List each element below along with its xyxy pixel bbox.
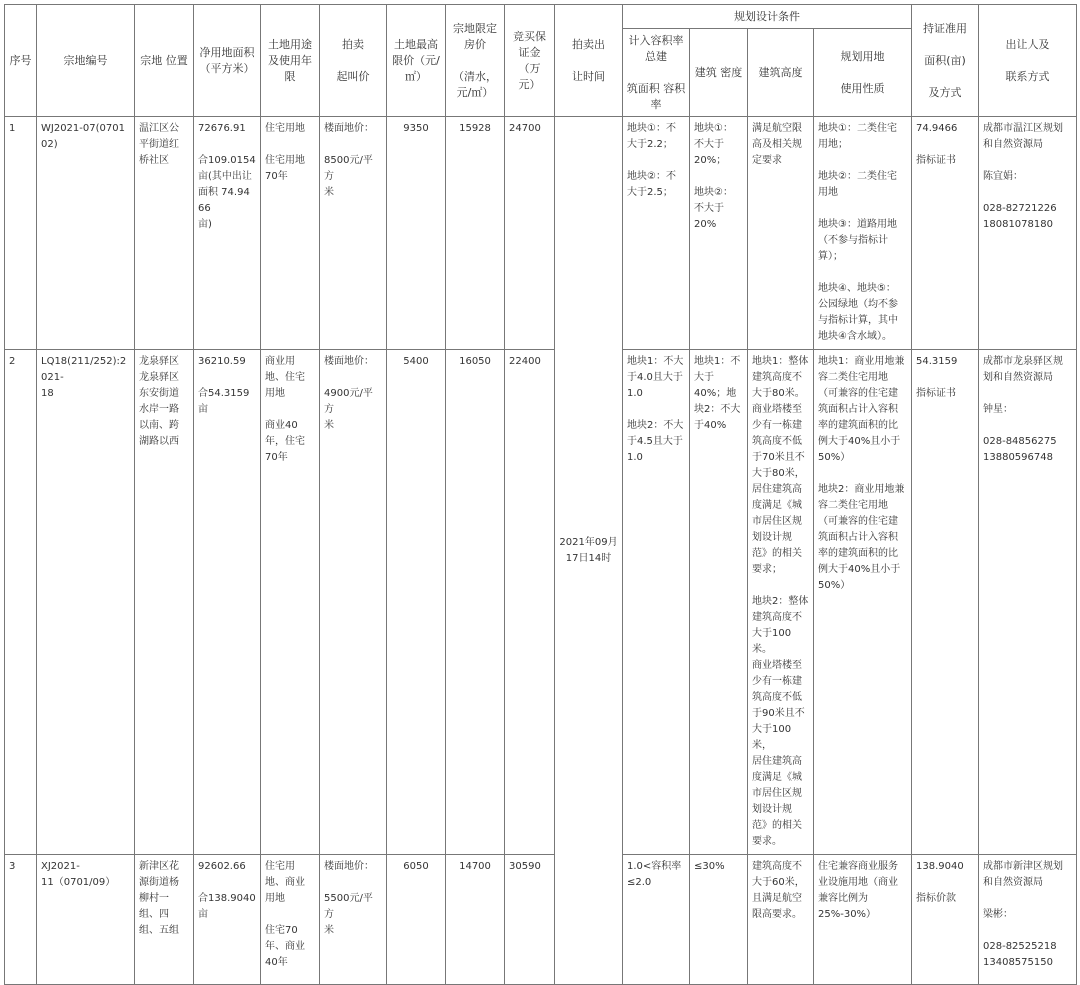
cell-seq: 3 — [5, 855, 37, 985]
cell-cert: 138.9040 指标价款 — [912, 855, 979, 985]
land-auction-table — [4, 4, 1077, 985]
cell-parcel-id: LQ18(211/252):2021- 18 — [37, 350, 135, 855]
cell-seller: 成都市龙泉驿区规 划和自然资源局 钟星： 028-84856275 13880596748 — [979, 350, 1077, 855]
cell-seq: 1 — [5, 117, 37, 350]
cell-density: ≤30% — [690, 855, 748, 985]
cell-far: 1.0<容积率 ≤2.0 — [623, 855, 690, 985]
cell-land-nature: 住宅兼容商业服务 业设施用地（商业 兼容比例为 25%-30%） — [814, 855, 912, 985]
header-house-price: 宗地限定 房价 （清水， 元/㎡） — [446, 5, 505, 117]
cell-auction-time: 2021年09月 17日14时 — [555, 117, 623, 985]
cell-use: 商业用 地、住宅 用地 商业40 年，住宅 70年 — [261, 350, 320, 855]
header-height: 建筑高度 — [748, 29, 814, 117]
cell-start-price: 楼面地价： 4900元/平方 米 — [320, 350, 387, 855]
header-land-nature: 规划用地 使用性质 — [814, 29, 912, 117]
cell-area: 36210.59 合54.3159亩 — [194, 350, 261, 855]
cell-deposit: 30590 — [505, 855, 555, 985]
cell-deposit: 24700 — [505, 117, 555, 350]
cell-start-price: 楼面地价： 8500元/平方 米 — [320, 117, 387, 350]
cell-seller: 成都市新津区规划 和自然资源局 梁彬： 028-82525218 13408575150 — [979, 855, 1077, 985]
header-row-1 — [5, 5, 1077, 29]
cell-height: 建筑高度不 大于60米， 且满足航空 限高要求。 — [748, 855, 814, 985]
cell-max-price: 6050 — [387, 855, 446, 985]
cell-area: 92602.66 合138.9040 亩 — [194, 855, 261, 985]
cell-house-price: 16050 — [446, 350, 505, 855]
cell-seller: 成都市温江区规划 和自然资源局 陈宜娟： 028-82721226 18081078180 — [979, 117, 1077, 350]
cell-location: 新津区花 源街道杨 柳村一 组、四 组、五组 — [135, 855, 194, 985]
cell-land-nature: 地块①：二类住宅 用地； 地块②：二类住宅 用地 地块③：道路用地 （不参与指标计 算）； 地块④、地块⑤： 公园绿地（均不参 与指标计算，其中 地块④含水域）。 — [814, 117, 912, 350]
header-location: 宗地 位置 — [135, 5, 194, 117]
header-seller: 出让人及 联系方式 — [979, 5, 1077, 117]
header-parcel-id: 宗地编号 — [37, 5, 135, 117]
table-row — [5, 350, 1077, 855]
cell-max-price: 9350 — [387, 117, 446, 350]
table-row — [5, 855, 1077, 985]
cell-land-nature: 地块1：商业用地兼 容二类住宅用地 （可兼容的住宅建 筑面积占计入容积 率的建筑面积的比 例大于40%且小于 50%） 地块2：商业用地兼 容二类住宅用地 （可兼容的住宅建 筑面积占计入容积 率的建筑面积的比 例大于40%且小于 50%） — [814, 350, 912, 855]
cell-max-price: 5400 — [387, 350, 446, 855]
cell-use: 住宅用 地、商业 用地 住宅70 年、商业 40年 — [261, 855, 320, 985]
header-start-price: 拍卖 起叫价 — [320, 5, 387, 117]
header-area: 净用地面积 （平方米） — [194, 5, 261, 117]
header-max-price: 土地最高 限价（元/ ㎡） — [387, 5, 446, 117]
cell-cert: 54.3159 指标证书 — [912, 350, 979, 855]
cell-deposit: 22400 — [505, 350, 555, 855]
cell-density: 地块①： 不大于 20%； 地块②： 不大于 20% — [690, 117, 748, 350]
cell-seq: 2 — [5, 350, 37, 855]
cell-use: 住宅用地 住宅用地 70年 — [261, 117, 320, 350]
cell-area: 72676.91 合109.0154 亩(其中出让 面积 74.9466 亩) — [194, 117, 261, 350]
header-deposit: 竞买保 证金 （万 元） — [505, 5, 555, 117]
cell-parcel-id: WJ2021-07(070102) — [37, 117, 135, 350]
header-auction-time: 拍卖出 让时间 — [555, 5, 623, 117]
cell-parcel-id: XJ2021- 11（0701/09） — [37, 855, 135, 985]
header-use: 土地用途 及使用年 限 — [261, 5, 320, 117]
cell-height: 地块1：整体 建筑高度不 大于80米。 商业塔楼至 少有一栋建 筑高度不低 于70米且不 大于80米， 居住建筑高 度满足《城 市居住区规 划设计规 范》的相关 要求； 地块2：整体 建筑高度不 大于100米。 商业塔楼至 少有一栋建 筑高度不低 于90米且不 大于100米， 居住建筑高 度满足《城 市居住区规 划设计规 范》的相关 要求。 — [748, 350, 814, 855]
table-row — [5, 117, 1077, 350]
header-cert: 持证准用 面积(亩) 及方式 — [912, 5, 979, 117]
header-planning-group: 规划设计条件 — [623, 5, 912, 29]
cell-house-price: 14700 — [446, 855, 505, 985]
cell-far: 地块①：不 大于2.2； 地块②：不 大于2.5； — [623, 117, 690, 350]
cell-height: 满足航空限 高及相关规 定要求 — [748, 117, 814, 350]
cell-start-price: 楼面地价： 5500元/平方 米 — [320, 855, 387, 985]
cell-location: 温江区公 平街道红 桥社区 — [135, 117, 194, 350]
cell-house-price: 15928 — [446, 117, 505, 350]
header-far: 计入容积率 总建 筑面积 容积 率 — [623, 29, 690, 117]
header-seq: 序号 — [5, 5, 37, 117]
cell-location: 龙泉驿区 龙泉驿区 东安街道 水岸一路 以南、跨 湖路以西 — [135, 350, 194, 855]
cell-far: 地块1：不大 于4.0且大于 1.0 地块2：不大 于4.5且大于 1.0 — [623, 350, 690, 855]
header-density: 建筑 密度 — [690, 29, 748, 117]
cell-cert: 74.9466 指标证书 — [912, 117, 979, 350]
cell-density: 地块1：不 大于 40%；地 块2：不大 于40% — [690, 350, 748, 855]
